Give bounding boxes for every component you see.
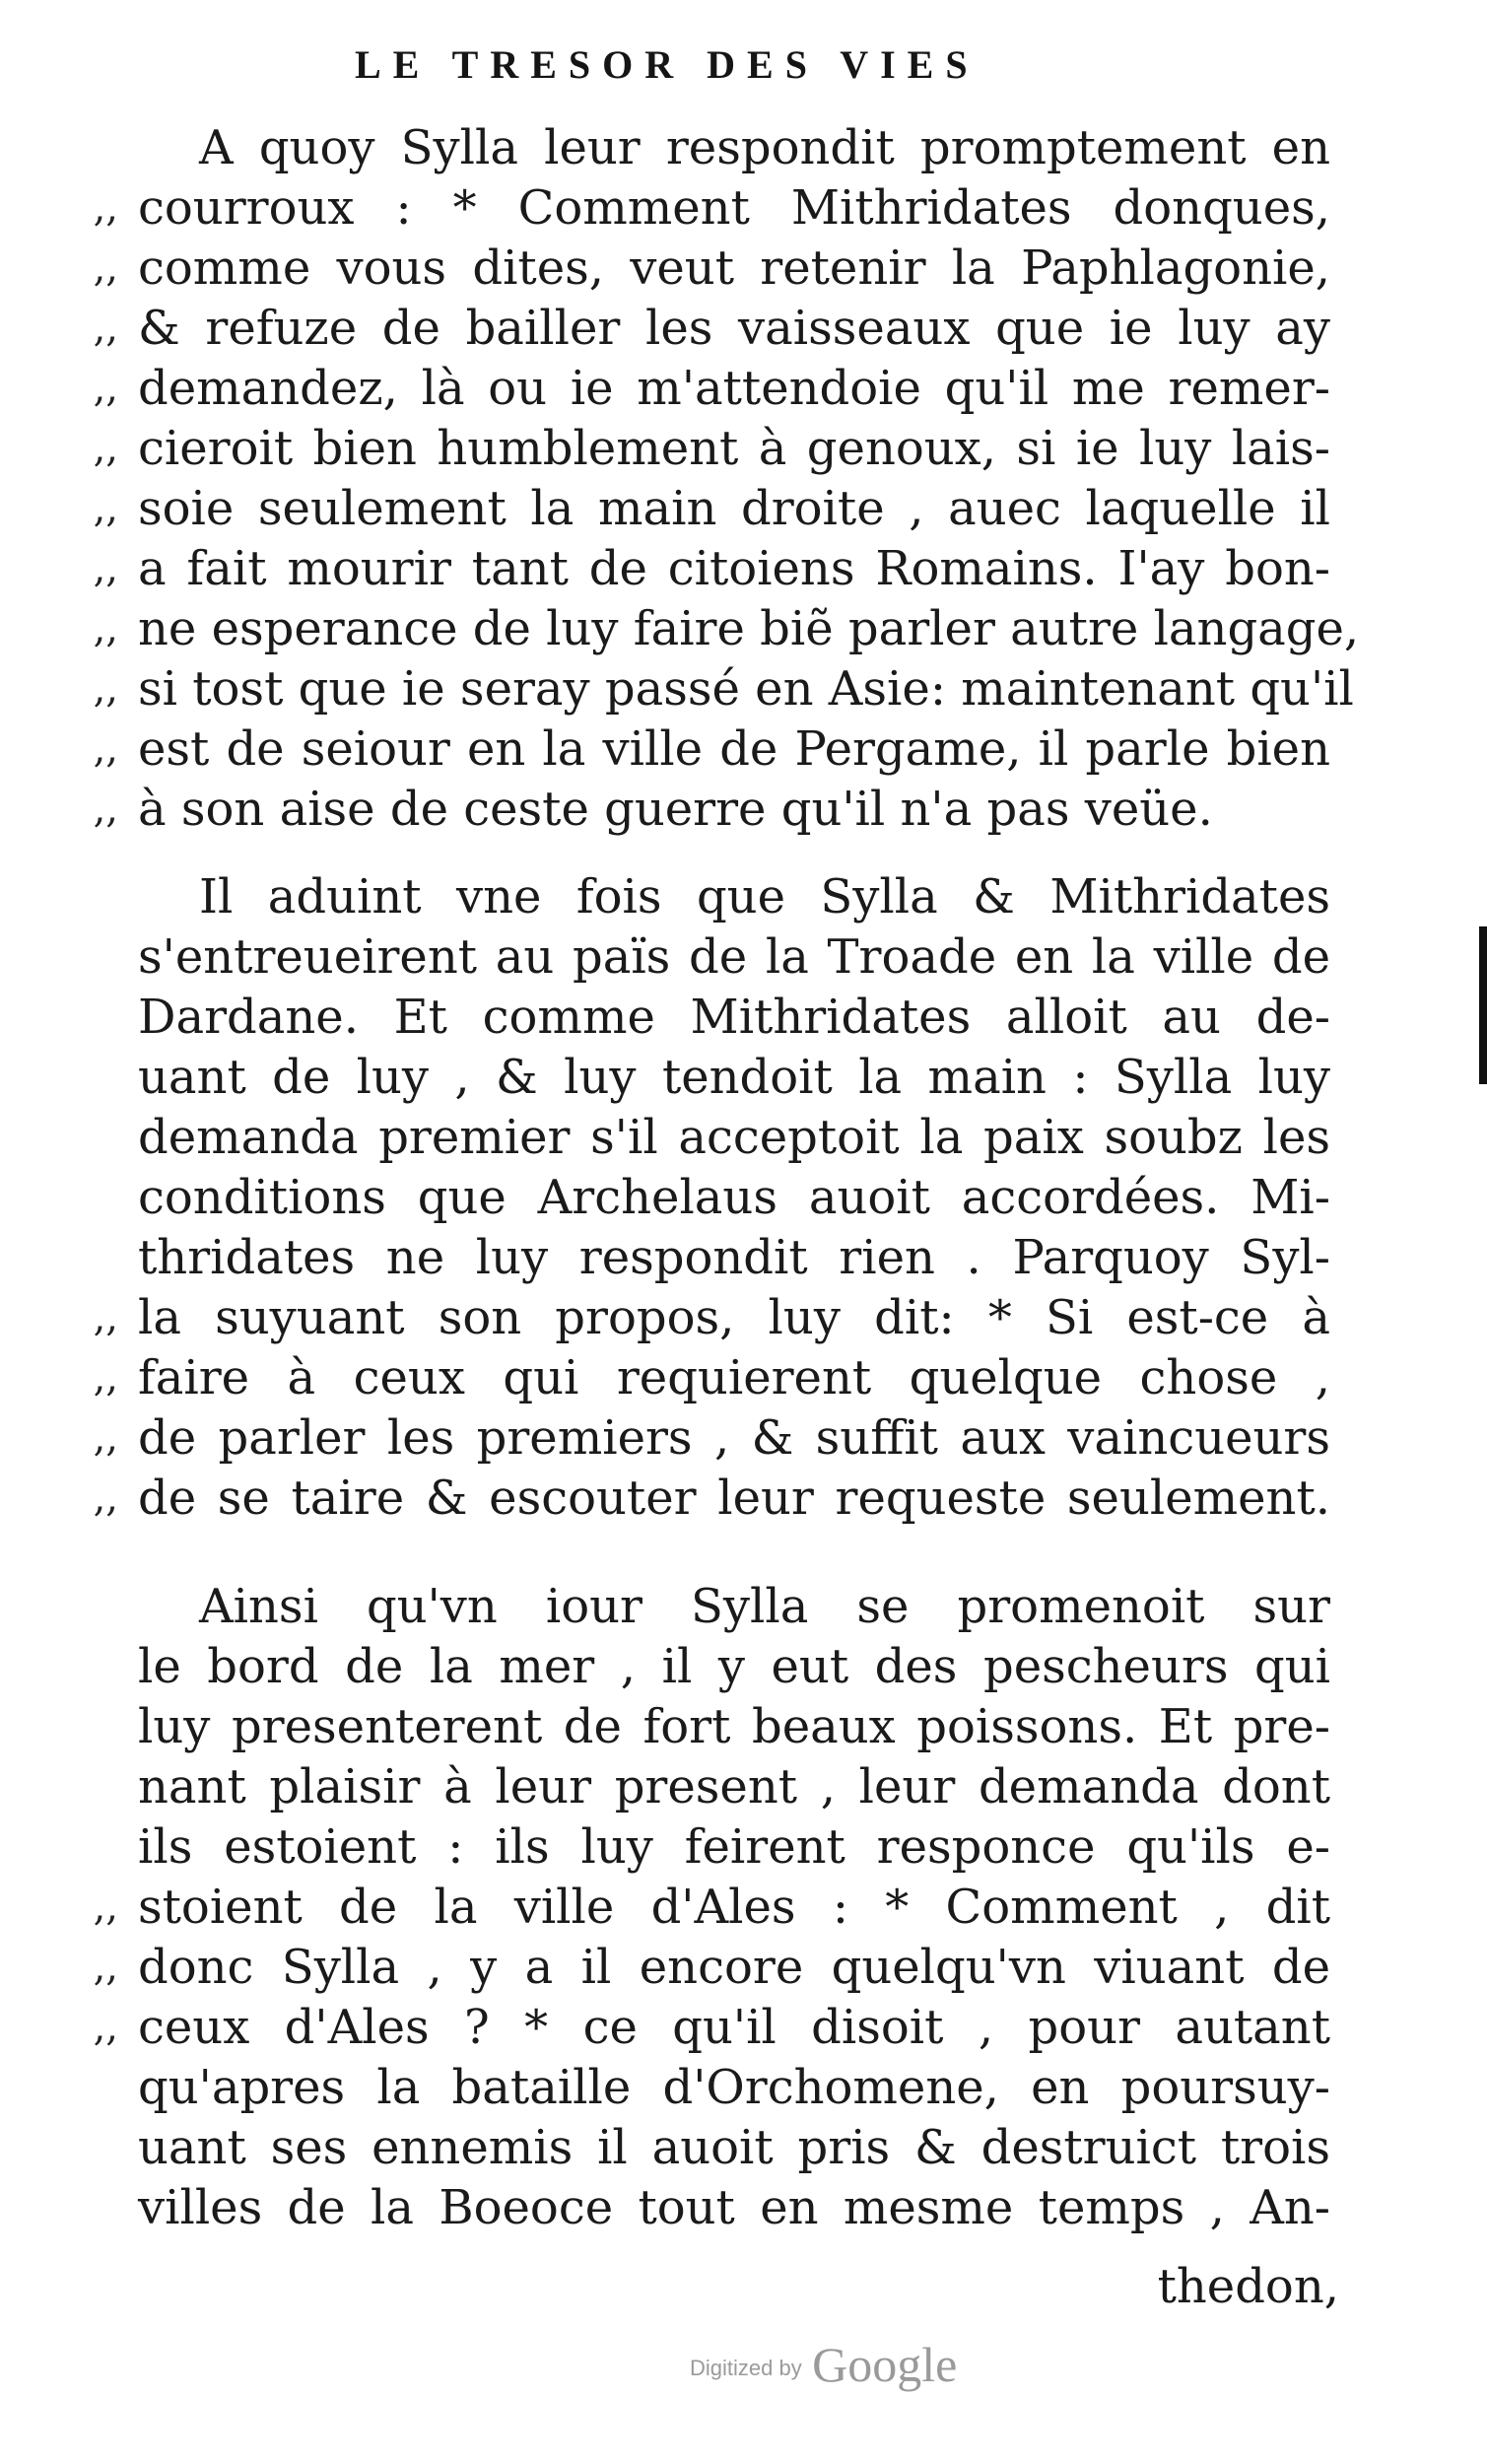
text-line	[93, 780, 1330, 840]
line-text: A quoy Sylla leur respondit promptement en	[199, 120, 1330, 175]
text-line	[93, 1408, 1330, 1469]
quotation-mark: ,,	[93, 426, 118, 471]
line-text: nant plaisir à leur present , leur demanda dont	[138, 1759, 1330, 1814]
quotation-mark: ,,	[93, 726, 118, 772]
line-text: uant de luy , & luy tendoit la main : Sylla luy	[138, 1050, 1330, 1105]
line-text: uant ses ennemis il auoit pris & destruict trois	[138, 2120, 1330, 2175]
quotation-mark: ,,	[93, 486, 118, 531]
text-line	[138, 1637, 1330, 1697]
text-line	[93, 178, 1330, 239]
text-line	[138, 118, 1330, 178]
quotation-mark: ,,	[93, 1415, 118, 1461]
quotation-mark: ,,	[93, 1475, 118, 1521]
quotation-mark: ,,	[93, 787, 118, 832]
paragraph-1	[93, 118, 1360, 840]
text-line	[93, 1938, 1330, 1998]
line-text: Dardane. Et comme Mithridates alloit au de-	[138, 990, 1330, 1045]
line-text: Il aduint vne fois que Sylla & Mithridates	[199, 869, 1330, 924]
line-text: est de seiour en la ville de Pergame, il parle bien	[138, 721, 1330, 777]
quotation-mark: ,,	[93, 366, 118, 411]
line-text: ils estoient : ils luy feirent responce qu'ils e-	[138, 1819, 1330, 1875]
quotation-mark: ,,	[93, 1945, 118, 1990]
quotation-mark: ,,	[93, 2005, 118, 2050]
text-line	[93, 239, 1330, 299]
text-line	[138, 1577, 1330, 1637]
quotation-mark: ,,	[93, 1884, 118, 1930]
line-text: de se taire & escouter leur requeste seulement.	[138, 1471, 1330, 1526]
quotation-mark: ,,	[93, 546, 118, 591]
line-text: Ainsi qu'vn iour Sylla se promenoit sur	[199, 1579, 1330, 1634]
line-text: donc Sylla , y a il encore quelqu'vn viuant de	[138, 1940, 1330, 1995]
text-line	[138, 1108, 1330, 1168]
text-line	[138, 988, 1330, 1048]
text-line	[93, 419, 1330, 479]
quotation-mark: ,,	[93, 306, 118, 351]
text-line	[93, 539, 1330, 599]
text-line	[138, 1817, 1330, 1878]
line-text: le bord de la mer , il y eut des pescheurs qui	[138, 1639, 1330, 1694]
quotation-mark: ,,	[93, 1355, 118, 1401]
quotation-mark: ,,	[93, 1295, 118, 1340]
line-text: de parler les premiers , & suffit aux vaincueurs	[138, 1410, 1330, 1466]
text-line	[93, 299, 1330, 359]
text-line	[93, 659, 1354, 719]
google-logo: Google	[812, 2337, 958, 2392]
line-text: la suyuant son propos, luy dit: * Si est-ce à	[138, 1290, 1330, 1345]
line-text: luy presenterent de fort beaux poissons. Et pre-	[138, 1699, 1330, 1754]
paragraph-3	[93, 1577, 1330, 2238]
text-line	[138, 1228, 1330, 1288]
text-line	[138, 1697, 1330, 1757]
text-line	[93, 479, 1330, 539]
line-text: s'entreueirent au païs de la Troade en la ville de	[138, 929, 1330, 985]
line-text: demanda premier s'il acceptoit la paix soubz les	[138, 1110, 1330, 1165]
text-line	[93, 1998, 1330, 2058]
catchword: thedon,	[1157, 2259, 1339, 2314]
line-text: qu'apres la bataille d'Orchomene, en poursuy-	[138, 2060, 1330, 2115]
text-line	[93, 599, 1360, 659]
line-text: soie seulement la main droite , auec laquelle il	[138, 481, 1330, 536]
line-text: & refuze de bailler les vaisseaux que ie luy ay	[138, 301, 1330, 356]
paragraph-2	[93, 867, 1330, 1529]
line-text: si tost que ie seray passé en Asie: maintenant qu'il	[138, 661, 1354, 717]
text-line	[138, 867, 1330, 927]
running-head: LE TRESOR DES VIES	[355, 42, 980, 87]
quotation-mark: ,,	[93, 245, 118, 291]
line-text: villes de la Boeoce tout en mesme temps , An-	[138, 2180, 1330, 2235]
text-line	[93, 1469, 1330, 1529]
text-line	[93, 1288, 1330, 1348]
quotation-mark: ,,	[93, 606, 118, 651]
text-line	[138, 1757, 1330, 1817]
page-edge-mark	[1479, 926, 1487, 1084]
line-text: stoient de la ville d'Ales : * Comment , dit	[138, 1880, 1330, 1935]
text-line	[138, 2118, 1330, 2178]
text-line	[138, 2058, 1330, 2118]
text-line	[93, 359, 1330, 419]
line-text: comme vous dites, veut retenir la Paphlagonie,	[138, 240, 1330, 296]
line-text: a fait mourir tant de citoiens Romains. I'ay bon-	[138, 541, 1330, 596]
line-text: thridates ne luy respondit rien . Parquoy Syl-	[138, 1230, 1330, 1285]
text-line	[138, 1168, 1330, 1228]
text-line	[138, 927, 1330, 988]
line-text: courroux : * Comment Mithridates donques,	[138, 180, 1330, 236]
digitization-watermark	[690, 2336, 957, 2393]
quotation-mark: ,,	[93, 666, 118, 712]
line-text: faire à ceux qui requierent quelque chose ,	[138, 1350, 1330, 1405]
text-line	[138, 2178, 1330, 2238]
text-line	[93, 1878, 1330, 1938]
line-text: à son aise de ceste guerre qu'il n'a pas veüe.	[138, 782, 1213, 837]
line-text: demandez, là ou ie m'attendoie qu'il me remer-	[138, 361, 1330, 416]
text-line	[93, 1348, 1330, 1408]
line-text: ceux d'Ales ? * ce qu'il disoit , pour autant	[138, 2000, 1330, 2055]
text-line	[93, 719, 1330, 780]
quotation-mark: ,,	[93, 185, 118, 231]
line-text: conditions que Archelaus auoit accordées. Mi-	[138, 1170, 1330, 1225]
watermark-prefix: Digitized by	[690, 2356, 802, 2380]
line-text: ne esperance de luy faire biẽ parler autre langage,	[138, 601, 1360, 656]
text-line	[138, 1048, 1330, 1108]
line-text: cieroit bien humblement à genoux, si ie luy lais-	[138, 421, 1330, 476]
